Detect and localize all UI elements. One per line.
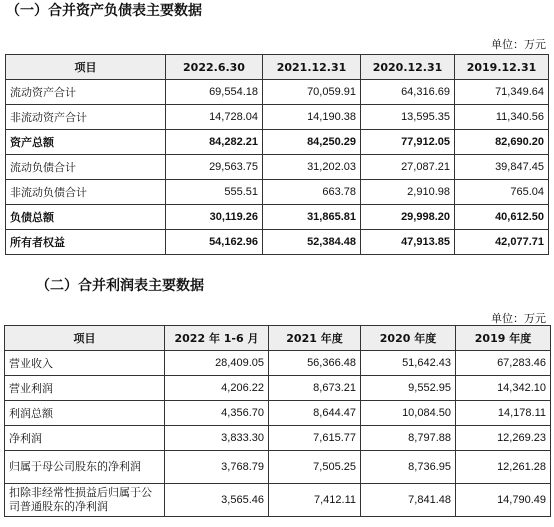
cell-value: 47,913.85 [361, 230, 455, 255]
table-row [6, 230, 549, 255]
cell-value: 10,084.50 [361, 401, 456, 426]
cell-value: 8,673.21 [269, 376, 361, 401]
cell-value: 31,865.81 [263, 205, 361, 230]
cell-value: 12,269.23 [456, 426, 551, 451]
cell-value: 555.51 [166, 180, 263, 205]
cell-value: 2,910.98 [361, 180, 455, 205]
table-row [6, 105, 549, 130]
cell-value: 40,612.50 [455, 205, 549, 230]
column-header: 2022.6.30 [166, 55, 263, 80]
cell-value: 28,409.05 [165, 351, 269, 376]
section2-unit: 单位：万元 [491, 312, 546, 325]
table-row [6, 130, 549, 155]
cell-value: 4,206.22 [165, 376, 269, 401]
balance-sheet-table [5, 54, 549, 255]
cell-value: 29,563.75 [166, 155, 263, 180]
cell-value: 12,261.28 [456, 451, 551, 484]
cell-value: 8,644.47 [269, 401, 361, 426]
section1-title: （一）合并资产负债表主要数据 [6, 3, 202, 19]
cell-value: 52,384.48 [263, 230, 361, 255]
column-header: 项目 [5, 326, 165, 351]
table-row [5, 376, 551, 401]
table-row [6, 205, 549, 230]
cell-value: 14,190.38 [263, 105, 361, 130]
cell-value: 77,912.05 [361, 130, 455, 155]
cell-value: 29,998.20 [361, 205, 455, 230]
income-statement-table [4, 325, 551, 517]
cell-value: 64,316.69 [361, 80, 455, 105]
table-row [5, 484, 551, 517]
cell-value: 70,059.91 [263, 80, 361, 105]
cell-value: 3,833.30 [165, 426, 269, 451]
cell-value: 27,087.21 [361, 155, 455, 180]
cell-value: 11,340.56 [455, 105, 549, 130]
row-label: 非流动资产合计 [6, 105, 166, 130]
cell-value: 13,595.35 [361, 105, 455, 130]
cell-value: 84,250.29 [263, 130, 361, 155]
cell-value: 663.78 [263, 180, 361, 205]
column-header: 2021.12.31 [263, 55, 361, 80]
cell-value: 56,366.48 [269, 351, 361, 376]
cell-value: 3,565.46 [165, 484, 269, 517]
row-label: 营业利润 [5, 376, 165, 401]
cell-value: 84,282.21 [166, 130, 263, 155]
section1-unit: 单位：万元 [491, 38, 546, 51]
column-header: 项目 [6, 55, 166, 80]
cell-value: 765.04 [455, 180, 549, 205]
cell-value: 30,119.26 [166, 205, 263, 230]
cell-value: 82,690.20 [455, 130, 549, 155]
cell-value: 7,412.11 [269, 484, 361, 517]
column-header: 2020 年度 [361, 326, 456, 351]
table-row [6, 155, 549, 180]
column-header: 2020.12.31 [361, 55, 455, 80]
cell-value: 8,736.95 [361, 451, 456, 484]
cell-value: 54,162.96 [166, 230, 263, 255]
cell-value: 14,790.49 [456, 484, 551, 517]
cell-value: 71,349.64 [455, 80, 549, 105]
cell-value: 14,342.10 [456, 376, 551, 401]
cell-value: 7,615.77 [269, 426, 361, 451]
row-label: 非流动负债合计 [6, 180, 166, 205]
cell-value: 69,554.18 [166, 80, 263, 105]
column-header: 2019.12.31 [455, 55, 549, 80]
cell-value: 3,768.79 [165, 451, 269, 484]
row-label: 流动负债合计 [6, 155, 166, 180]
column-header: 2021 年度 [269, 326, 361, 351]
cell-value: 51,642.43 [361, 351, 456, 376]
row-label: 扣除非经常性损益后归属于公司普通股东的净利润 [5, 484, 165, 517]
row-label: 归属于母公司股东的净利润 [5, 451, 165, 484]
cell-value: 67,283.46 [456, 351, 551, 376]
column-header: 2022 年 1-6 月 [165, 326, 269, 351]
cell-value: 31,202.03 [263, 155, 361, 180]
cell-value: 14,178.11 [456, 401, 551, 426]
table-row [5, 451, 551, 484]
table-row [5, 351, 551, 376]
table-header-row [5, 326, 551, 351]
table-row [5, 401, 551, 426]
row-label: 流动资产合计 [6, 80, 166, 105]
cell-value: 42,077.71 [455, 230, 549, 255]
cell-value: 8,797.88 [361, 426, 456, 451]
row-label: 利润总额 [5, 401, 165, 426]
section2-title: （二）合并利润表主要数据 [36, 278, 204, 294]
cell-value: 9,552.95 [361, 376, 456, 401]
cell-value: 7,505.25 [269, 451, 361, 484]
row-label: 所有者权益 [6, 230, 166, 255]
column-header: 2019 年度 [456, 326, 551, 351]
cell-value: 4,356.70 [165, 401, 269, 426]
cell-value: 7,841.48 [361, 484, 456, 517]
row-label: 负债总额 [6, 205, 166, 230]
row-label: 资产总额 [6, 130, 166, 155]
table-header-row [6, 55, 549, 80]
table-row [6, 180, 549, 205]
cell-value: 39,847.45 [455, 155, 549, 180]
cell-value: 14,728.04 [166, 105, 263, 130]
row-label: 净利润 [5, 426, 165, 451]
table-row [6, 80, 549, 105]
row-label: 营业收入 [5, 351, 165, 376]
table-row [5, 426, 551, 451]
